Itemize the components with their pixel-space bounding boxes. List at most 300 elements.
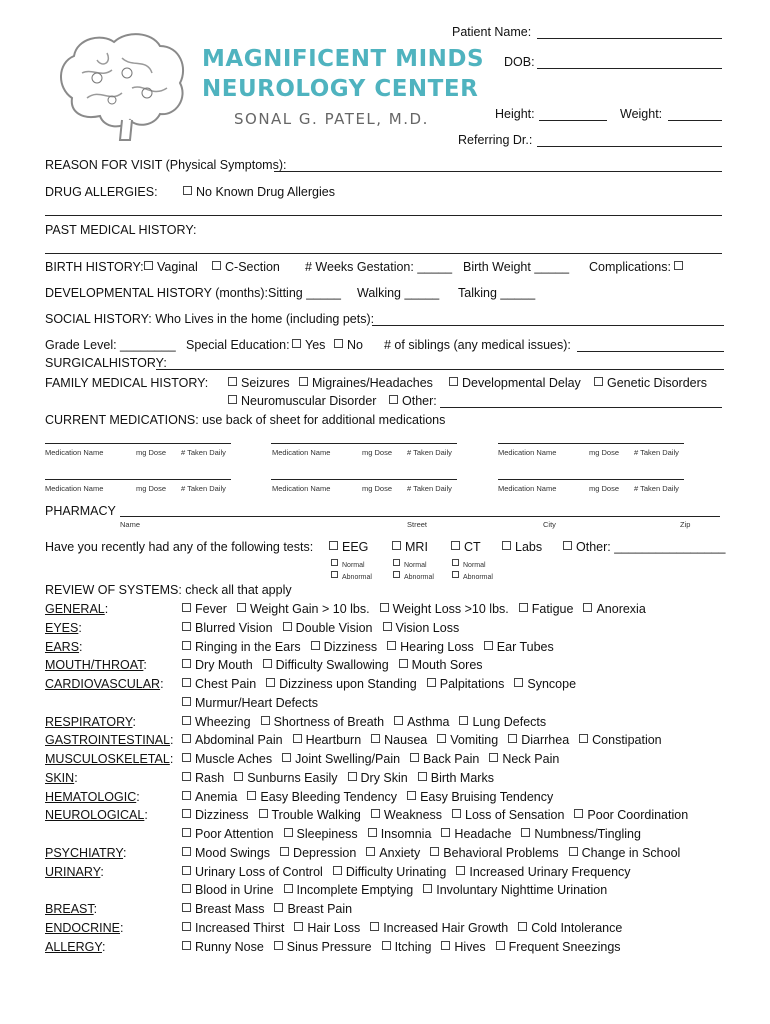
ros-option-checkbox[interactable]	[410, 752, 479, 766]
sitting-field[interactable]: Sitting _____	[268, 286, 341, 300]
ros-option-checkbox[interactable]	[427, 677, 505, 691]
ros-option-checkbox[interactable]	[370, 921, 508, 935]
ros-option-label: Heartburn	[305, 733, 362, 747]
checkbox-icon	[387, 641, 396, 650]
checkbox-icon	[274, 941, 283, 950]
ros-option-checkbox[interactable]	[366, 846, 420, 860]
grade-level-field[interactable]: Grade Level: ________	[45, 338, 176, 352]
eeg-abnormal-checkbox[interactable]	[331, 571, 372, 581]
medication-line[interactable]	[45, 443, 231, 444]
talking-field[interactable]: Talking _____	[458, 286, 536, 300]
ros-option-checkbox[interactable]	[521, 827, 641, 841]
checkbox-icon	[280, 847, 289, 856]
ros-option-checkbox[interactable]	[456, 865, 630, 879]
ros-category-label: ALLERGY	[45, 940, 102, 954]
ros-option-label: Increased Hair Growth	[383, 921, 509, 935]
tests-other-label: Other: ________________	[576, 540, 726, 554]
checkbox-icon	[371, 734, 380, 743]
ros-option-label: Fatigue	[531, 602, 574, 616]
abnormal-label: Abnormal	[342, 574, 372, 581]
ros-option-checkbox[interactable]	[380, 602, 509, 616]
checkbox-icon	[389, 395, 398, 404]
ros-option-checkbox[interactable]	[489, 752, 559, 766]
neuromuscular-label: Neuromuscular Disorder	[241, 394, 377, 408]
ros-option-checkbox[interactable]	[382, 940, 432, 954]
mg-dose-caption: mg Dose	[589, 448, 620, 457]
ros-option-checkbox[interactable]	[182, 771, 224, 785]
ros-option-checkbox[interactable]	[514, 677, 576, 691]
checkbox-icon	[311, 641, 320, 650]
siblings-label: # of siblings (any medical issues):	[384, 338, 571, 352]
checkbox-icon	[299, 377, 308, 386]
ros-category-label: EARS	[45, 640, 80, 654]
mri-normal-checkbox[interactable]	[393, 559, 427, 569]
past-medical-history-field[interactable]	[45, 253, 722, 254]
test-other-field[interactable]	[563, 540, 725, 554]
ros-option-checkbox[interactable]	[441, 940, 485, 954]
ros-option-checkbox[interactable]	[284, 827, 358, 841]
reason-for-visit-label: REASON FOR VISIT (Physical Symptoms):	[45, 158, 287, 172]
ros-option-checkbox[interactable]	[284, 883, 414, 897]
ros-option-checkbox[interactable]	[182, 921, 284, 935]
ros-option-label: Ringing in the Ears	[195, 640, 301, 654]
ros-option-checkbox[interactable]	[441, 827, 511, 841]
ros-option-checkbox[interactable]	[311, 640, 378, 654]
mg-dose-caption: mg Dose	[362, 448, 393, 457]
checkbox-icon	[674, 261, 683, 270]
ros-option-label: Depression	[293, 846, 357, 860]
ros-category-label: MOUTH/THROAT	[45, 658, 144, 672]
ros-option-checkbox[interactable]	[371, 733, 427, 747]
ros-option-checkbox[interactable]	[368, 827, 432, 841]
ros-option-checkbox[interactable]	[182, 621, 273, 635]
ros-category-label: PSYCHIATRY	[45, 846, 124, 860]
ros-option-label: Back Pain	[423, 752, 480, 766]
checkbox-icon	[182, 809, 191, 818]
ros-option-checkbox[interactable]	[261, 715, 384, 729]
dob-field[interactable]	[537, 68, 722, 69]
taken-daily-caption: # Taken Daily	[181, 484, 226, 493]
checkbox-icon	[563, 541, 572, 550]
checkbox-icon	[334, 339, 343, 348]
ros-option-checkbox[interactable]	[182, 715, 251, 729]
developmental-delay-label: Developmental Delay	[462, 376, 581, 390]
ros-option-checkbox[interactable]	[182, 677, 256, 691]
checkbox-icon	[182, 791, 191, 800]
ros-option-label: Shortness of Breath	[273, 715, 385, 729]
checkbox-icon	[449, 377, 458, 386]
checkbox-icon	[518, 922, 527, 931]
social-history-label: SOCIAL HISTORY: Who Lives in the home (including pets):	[45, 312, 375, 326]
logo-title-line-1: MAGNIFICENT MINDS	[202, 46, 485, 72]
complications-checkbox[interactable]	[589, 260, 687, 274]
ros-option-checkbox[interactable]	[430, 846, 558, 860]
ros-option-checkbox[interactable]	[399, 658, 483, 672]
ros-option-checkbox[interactable]	[259, 808, 361, 822]
checkbox-icon	[423, 884, 432, 893]
birth-weight-field[interactable]: Birth Weight _____	[463, 260, 570, 274]
checkbox-icon	[484, 641, 493, 650]
medication-line[interactable]	[271, 443, 457, 444]
ros-option-checkbox[interactable]	[182, 658, 253, 672]
checkbox-icon	[182, 697, 191, 706]
eeg-label: EEG	[342, 540, 369, 554]
eeg-normal-checkbox[interactable]	[331, 559, 365, 569]
checkbox-icon	[441, 828, 450, 837]
ros-option-label: Double Vision	[295, 621, 373, 635]
ros-option-label: Vomiting	[450, 733, 499, 747]
ros-option-checkbox[interactable]	[508, 733, 569, 747]
taken-daily-caption: # Taken Daily	[634, 448, 679, 457]
checkbox-icon	[333, 866, 342, 875]
checkbox-icon	[382, 941, 391, 950]
test-mri-checkbox[interactable]	[392, 540, 428, 554]
checkbox-icon	[182, 678, 191, 687]
family-developmental-checkbox[interactable]	[449, 376, 581, 390]
vaginal-label: Vaginal	[157, 260, 198, 274]
mg-dose-caption: mg Dose	[136, 484, 167, 493]
ros-option-checkbox[interactable]	[247, 790, 397, 804]
family-migraines-checkbox[interactable]	[299, 376, 433, 390]
surgical-history-field[interactable]	[156, 369, 724, 370]
medication-line[interactable]	[498, 479, 684, 480]
pharmacy-field[interactable]	[120, 516, 720, 517]
ros-option-label: Anemia	[195, 790, 238, 804]
checkbox-icon	[329, 541, 338, 550]
mg-dose-caption: mg Dose	[136, 448, 167, 457]
brain-logo-icon	[52, 28, 192, 148]
ros-option-label: Murmur/Heart Defects	[195, 696, 318, 710]
checkbox-icon	[383, 622, 392, 631]
referring-dr-field[interactable]	[537, 146, 722, 147]
ros-option-checkbox[interactable]	[583, 602, 645, 616]
ros-option-label: Involuntary Nighttime Urination	[436, 883, 608, 897]
medication-line[interactable]	[45, 479, 231, 480]
ros-option-checkbox[interactable]	[263, 658, 389, 672]
ros-option-checkbox[interactable]	[274, 902, 352, 916]
seizures-label: Seizures	[241, 376, 290, 390]
checkbox-icon	[261, 716, 270, 725]
ros-option-checkbox[interactable]	[182, 808, 249, 822]
ros-option-label: Blurred Vision	[195, 621, 273, 635]
ros-option-checkbox[interactable]	[383, 621, 460, 635]
pharmacy-name-caption: Name	[120, 520, 141, 529]
ros-option-checkbox[interactable]	[182, 696, 318, 710]
ros-category-label: EYES	[45, 621, 79, 635]
other-label: Other:	[402, 394, 437, 408]
ros-option-checkbox[interactable]	[182, 752, 272, 766]
med-name-caption: Medication Name	[498, 484, 557, 493]
birth-history-label: BIRTH HISTORY:	[45, 260, 144, 274]
no-known-allergies-label: No Known Drug Allergies	[196, 185, 335, 199]
taken-daily-caption: # Taken Daily	[407, 484, 452, 493]
ros-option-label: Weakness	[383, 808, 443, 822]
checkbox-icon	[182, 753, 191, 762]
taken-daily-caption: # Taken Daily	[634, 484, 679, 493]
ros-option-checkbox[interactable]	[437, 733, 498, 747]
family-other-checkbox[interactable]	[389, 394, 437, 408]
checkbox-icon	[380, 603, 389, 612]
ros-option-checkbox[interactable]	[182, 883, 274, 897]
ros-option-checkbox[interactable]	[293, 733, 362, 747]
ros-option-checkbox[interactable]	[496, 940, 621, 954]
ros-option-checkbox[interactable]	[459, 715, 546, 729]
ros-option-label: Chest Pain	[195, 677, 257, 691]
checkbox-icon	[399, 659, 408, 668]
checkbox-icon	[144, 261, 153, 270]
ros-option-checkbox[interactable]	[423, 883, 607, 897]
ros-option-label: Lung Defects	[472, 715, 547, 729]
ros-option-label: Neck Pain	[502, 752, 560, 766]
ros-option-label: Dizziness upon Standing	[279, 677, 417, 691]
patient-name-field[interactable]	[537, 38, 722, 39]
med-name-caption: Medication Name	[45, 484, 104, 493]
yes-label: Yes	[305, 338, 326, 352]
test-ct-checkbox[interactable]	[451, 540, 481, 554]
ros-option-checkbox[interactable]	[182, 733, 283, 747]
checkbox-icon	[182, 903, 191, 912]
ros-option-label: Joint Swelling/Pain	[295, 752, 401, 766]
checkbox-icon	[370, 922, 379, 931]
med-name-caption: Medication Name	[45, 448, 104, 457]
checkbox-icon	[228, 395, 237, 404]
logo	[52, 28, 485, 148]
ros-option-label: Trouble Walking	[271, 808, 361, 822]
special-education-label: Special Education:	[186, 338, 290, 352]
ros-option-label: Poor Coordination	[587, 808, 689, 822]
ros-category-label: BREAST	[45, 902, 94, 916]
ros-option-label: Muscle Aches	[195, 752, 273, 766]
checkbox-icon	[331, 559, 338, 566]
checkbox-icon	[182, 866, 191, 875]
ros-option-checkbox[interactable]	[294, 921, 360, 935]
weight-label: Weight:	[620, 107, 663, 121]
ros-option-checkbox[interactable]	[274, 940, 372, 954]
checkbox-icon	[182, 603, 191, 612]
pharmacy-zip-caption: Zip	[680, 520, 691, 529]
ros-option-checkbox[interactable]	[182, 640, 301, 654]
ros-option-checkbox[interactable]	[579, 733, 662, 747]
checkbox-icon	[459, 716, 468, 725]
family-neuromuscular-checkbox[interactable]	[228, 394, 376, 408]
medication-line[interactable]	[498, 443, 684, 444]
ros-option-checkbox[interactable]	[237, 602, 370, 616]
height-label: Height:	[495, 107, 535, 121]
ros-option-label: Syncope	[527, 677, 577, 691]
ros-option-checkbox[interactable]	[394, 715, 449, 729]
ros-option-label: Hair Loss	[307, 921, 361, 935]
ros-option-label: Anxiety	[379, 846, 421, 860]
medication-line[interactable]	[271, 479, 457, 480]
ros-option-checkbox[interactable]	[282, 752, 400, 766]
logo-title-line-2: NEUROLOGY CENTER	[202, 76, 479, 102]
checkbox-icon	[182, 641, 191, 650]
checkbox-icon	[579, 734, 588, 743]
ros-option-label: Change in School	[581, 846, 681, 860]
family-seizures-checkbox[interactable]	[228, 376, 290, 390]
dob-label: DOB:	[504, 55, 535, 69]
checkbox-icon	[508, 734, 517, 743]
ros-option-checkbox[interactable]	[266, 677, 417, 691]
checkbox-icon	[182, 622, 191, 631]
height-field[interactable]	[539, 120, 607, 121]
ros-category-label: HEMATOLOGIC	[45, 790, 137, 804]
checkbox-icon	[569, 847, 578, 856]
checkbox-icon	[274, 903, 283, 912]
ros-category-label: RESPIRATORY	[45, 715, 133, 729]
ros-option-label: Hearing Loss	[400, 640, 474, 654]
ros-option-checkbox[interactable]	[333, 865, 447, 879]
ros-option-label: Urinary Loss of Control	[195, 865, 323, 879]
ros-option-checkbox[interactable]	[519, 602, 574, 616]
ros-category-label: URINARY	[45, 865, 101, 879]
drug-allergies-field[interactable]	[45, 215, 722, 216]
ros-option-label: Rash	[195, 771, 225, 785]
ros-option-checkbox[interactable]	[182, 940, 264, 954]
family-genetic-checkbox[interactable]	[594, 376, 707, 390]
mri-label: MRI	[405, 540, 428, 554]
no-known-allergies-checkbox[interactable]	[183, 185, 335, 199]
ros-option-checkbox[interactable]	[387, 640, 474, 654]
ros-option-label: Breast Pain	[287, 902, 353, 916]
ros-option-label: Blood in Urine	[195, 883, 274, 897]
ros-option-checkbox[interactable]	[407, 790, 553, 804]
logo-doctor-name: SONAL G. PATEL, M.D.	[234, 110, 429, 128]
vaginal-checkbox[interactable]	[144, 260, 198, 274]
checkbox-icon	[284, 828, 293, 837]
ros-option-label: Increased Thirst	[195, 921, 285, 935]
checkbox-icon	[410, 753, 419, 762]
checkbox-icon	[407, 791, 416, 800]
mri-abnormal-checkbox[interactable]	[393, 571, 434, 581]
checkbox-icon	[368, 828, 377, 837]
checkbox-icon	[427, 678, 436, 687]
checkbox-icon	[393, 559, 400, 566]
checkbox-icon	[182, 828, 191, 837]
checkbox-icon	[451, 541, 460, 550]
ros-option-checkbox[interactable]	[182, 846, 270, 860]
checkbox-icon	[574, 809, 583, 818]
ros-category-label: ENDOCRINE	[45, 921, 121, 935]
ros-option-label: Nausea	[384, 733, 428, 747]
ros-option-label: Sinus Pressure	[286, 940, 372, 954]
ros-option-checkbox[interactable]	[283, 621, 373, 635]
checkbox-icon	[496, 941, 505, 950]
pharmacy-street-caption: Street	[407, 520, 428, 529]
normal-label: Normal	[463, 562, 486, 569]
ros-option-checkbox[interactable]	[518, 921, 622, 935]
checkbox-icon	[371, 809, 380, 818]
test-labs-checkbox[interactable]	[502, 540, 542, 554]
ros-option-label: Hives	[454, 940, 486, 954]
med-name-caption: Medication Name	[272, 484, 331, 493]
checkbox-icon	[182, 922, 191, 931]
ct-abnormal-checkbox[interactable]	[452, 571, 493, 581]
checkbox-icon	[394, 716, 403, 725]
ros-option-checkbox[interactable]	[234, 771, 337, 785]
checkbox-icon	[182, 772, 191, 781]
social-history-field[interactable]	[372, 325, 724, 326]
patient-name-label: Patient Name:	[452, 25, 532, 39]
walking-field[interactable]: Walking _____	[357, 286, 440, 300]
checkbox-icon	[521, 828, 530, 837]
test-eeg-checkbox[interactable]	[329, 540, 368, 554]
weeks-gestation-field[interactable]: # Weeks Gestation: _____	[305, 260, 453, 274]
family-other-field[interactable]	[440, 407, 722, 408]
ros-option-label: Asthma	[407, 715, 450, 729]
abnormal-label: Abnormal	[463, 574, 493, 581]
checkbox-icon	[234, 772, 243, 781]
special-ed-yes-checkbox[interactable]	[292, 338, 325, 352]
siblings-field[interactable]	[577, 351, 724, 352]
ros-option-label: Easy Bruising Tendency	[420, 790, 554, 804]
ros-option-checkbox[interactable]	[418, 771, 494, 785]
ros-option-checkbox[interactable]	[182, 865, 323, 879]
checkbox-icon	[519, 603, 528, 612]
ros-option-checkbox[interactable]	[280, 846, 356, 860]
ros-option-checkbox[interactable]	[182, 602, 227, 616]
migraines-label: Migraines/Headaches	[312, 376, 433, 390]
ros-option-checkbox[interactable]	[182, 902, 264, 916]
ct-normal-checkbox[interactable]	[452, 559, 486, 569]
family-history-label: FAMILY MEDICAL HISTORY:	[45, 376, 209, 390]
ros-option-label: Dizziness	[323, 640, 378, 654]
checkbox-icon	[183, 186, 192, 195]
checkbox-icon	[282, 753, 291, 762]
no-label: No	[347, 338, 363, 352]
tests-label: Have you recently had any of the following tests:	[45, 540, 314, 554]
mg-dose-caption: mg Dose	[362, 484, 393, 493]
ros-option-label: Sunburns Easily	[247, 771, 338, 785]
checkbox-icon	[228, 377, 237, 386]
ros-option-label: Palpitations	[439, 677, 505, 691]
ros-option-checkbox[interactable]	[182, 790, 237, 804]
ros-category-label: NEUROLOGICAL	[45, 808, 145, 822]
ros-option-checkbox[interactable]	[574, 808, 688, 822]
checkbox-icon	[583, 603, 592, 612]
ros-option-label: Dry Skin	[360, 771, 408, 785]
checkbox-icon	[514, 678, 523, 687]
checkbox-icon	[441, 941, 450, 950]
ros-option-label: Increased Urinary Frequency	[469, 865, 631, 879]
ros-option-label: Behavioral Problems	[443, 846, 559, 860]
complications-label: Complications:	[589, 260, 671, 274]
ros-option-checkbox[interactable]	[348, 771, 408, 785]
ros-option-checkbox[interactable]	[182, 827, 274, 841]
labs-label: Labs	[515, 540, 543, 554]
ros-option-label: Loss of Sensation	[465, 808, 565, 822]
ros-option-checkbox[interactable]	[484, 640, 554, 654]
ct-label: CT	[464, 540, 481, 554]
ros-option-checkbox[interactable]	[569, 846, 681, 860]
ros-option-label: Poor Attention	[195, 827, 274, 841]
ros-option-checkbox[interactable]	[452, 808, 564, 822]
checkbox-icon	[348, 772, 357, 781]
checkbox-icon	[283, 622, 292, 631]
csection-checkbox[interactable]	[212, 260, 280, 274]
ros-option-label: Weight Gain > 10 lbs.	[249, 602, 370, 616]
reason-for-visit-field[interactable]	[274, 171, 722, 172]
developmental-history-label: DEVELOPMENTAL HISTORY (months):	[45, 286, 268, 300]
taken-daily-caption: # Taken Daily	[181, 448, 226, 457]
ros-category-label: MUSCULOSKELETAL	[45, 752, 170, 766]
special-ed-no-checkbox[interactable]	[334, 338, 363, 352]
ros-option-checkbox[interactable]	[371, 808, 442, 822]
ros-option-label: Frequent Sneezings	[508, 940, 621, 954]
weight-field[interactable]	[668, 120, 722, 121]
ros-option-label: Anorexia	[596, 602, 646, 616]
checkbox-icon	[182, 659, 191, 668]
